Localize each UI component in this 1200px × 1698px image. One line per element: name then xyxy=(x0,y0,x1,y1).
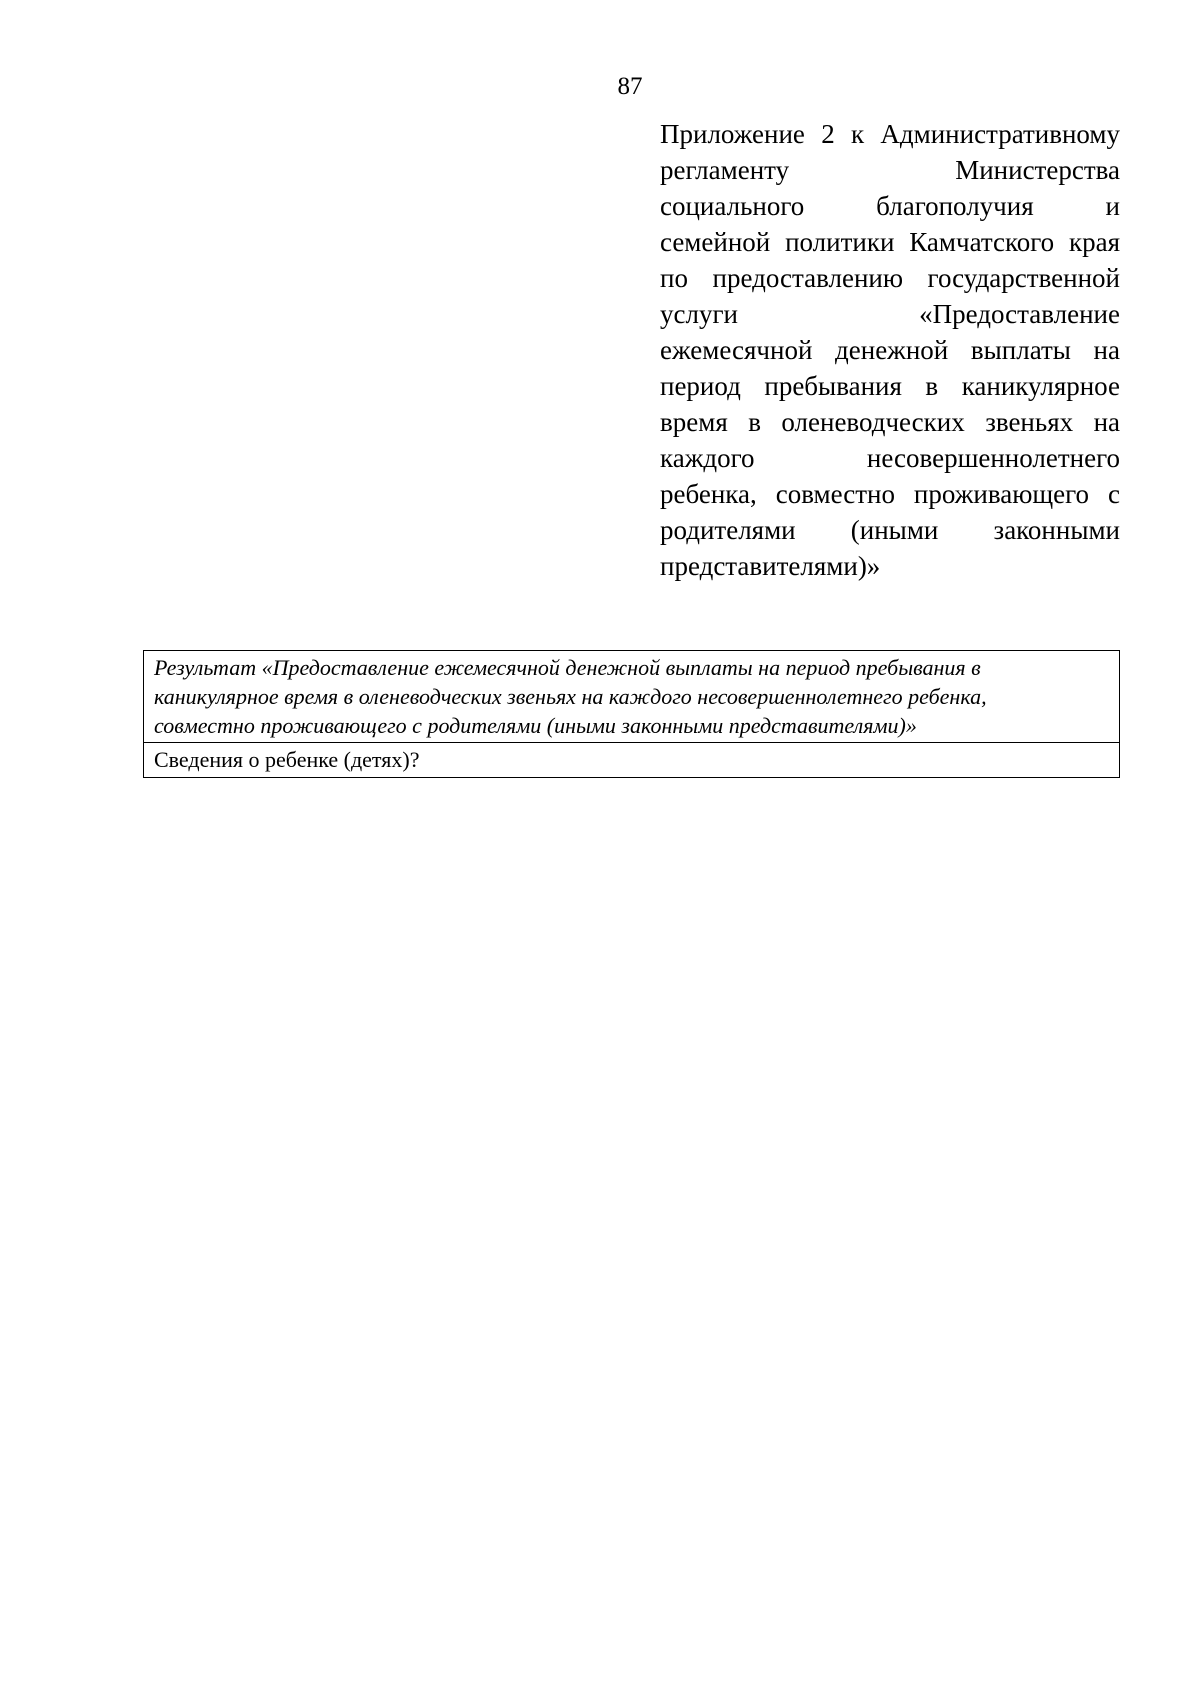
result-title-line: Результат «Предоставление ежемесячной денежной выплаты на период пребывания в xyxy=(154,655,981,680)
appendix-line: каждого несовершеннолетнего xyxy=(660,443,1120,473)
result-table xyxy=(143,650,1120,778)
result-title-line: каникулярное время в оленеводческих звеньях на каждого несовершеннолетнего ребенка, xyxy=(154,684,987,709)
appendix-line: ребенка, совместно проживающего с xyxy=(660,479,1120,509)
appendix-line: услуги «Предоставление xyxy=(660,299,1120,329)
appendix-line: социального благополучия и xyxy=(660,191,1120,221)
appendix-line: ежемесячной денежной выплаты на xyxy=(660,335,1120,365)
appendix-line: период пребывания в каникулярное xyxy=(660,371,1120,401)
result-title-cell xyxy=(144,651,1120,743)
appendix-line: родителями (иными законными xyxy=(660,515,1120,545)
appendix-line: представителями)» xyxy=(660,551,881,581)
page-number: 87 xyxy=(617,73,643,100)
appendix-line: время в оленеводческих звеньях на xyxy=(660,407,1120,437)
result-title-line: совместно проживающего с родителями (иными законными представителями)» xyxy=(154,713,917,738)
question-cell: Сведения о ребенке (детях)? xyxy=(144,743,1120,778)
appendix-line: Приложение 2 к Административному xyxy=(660,119,1120,149)
table-row xyxy=(144,743,1120,778)
appendix-header xyxy=(660,116,1120,584)
table-row xyxy=(144,651,1120,743)
appendix-line: семейной политики Камчатского края xyxy=(660,227,1120,257)
appendix-line: по предоставлению государственной xyxy=(660,263,1120,293)
appendix-line: регламенту Министерства xyxy=(660,155,1120,185)
